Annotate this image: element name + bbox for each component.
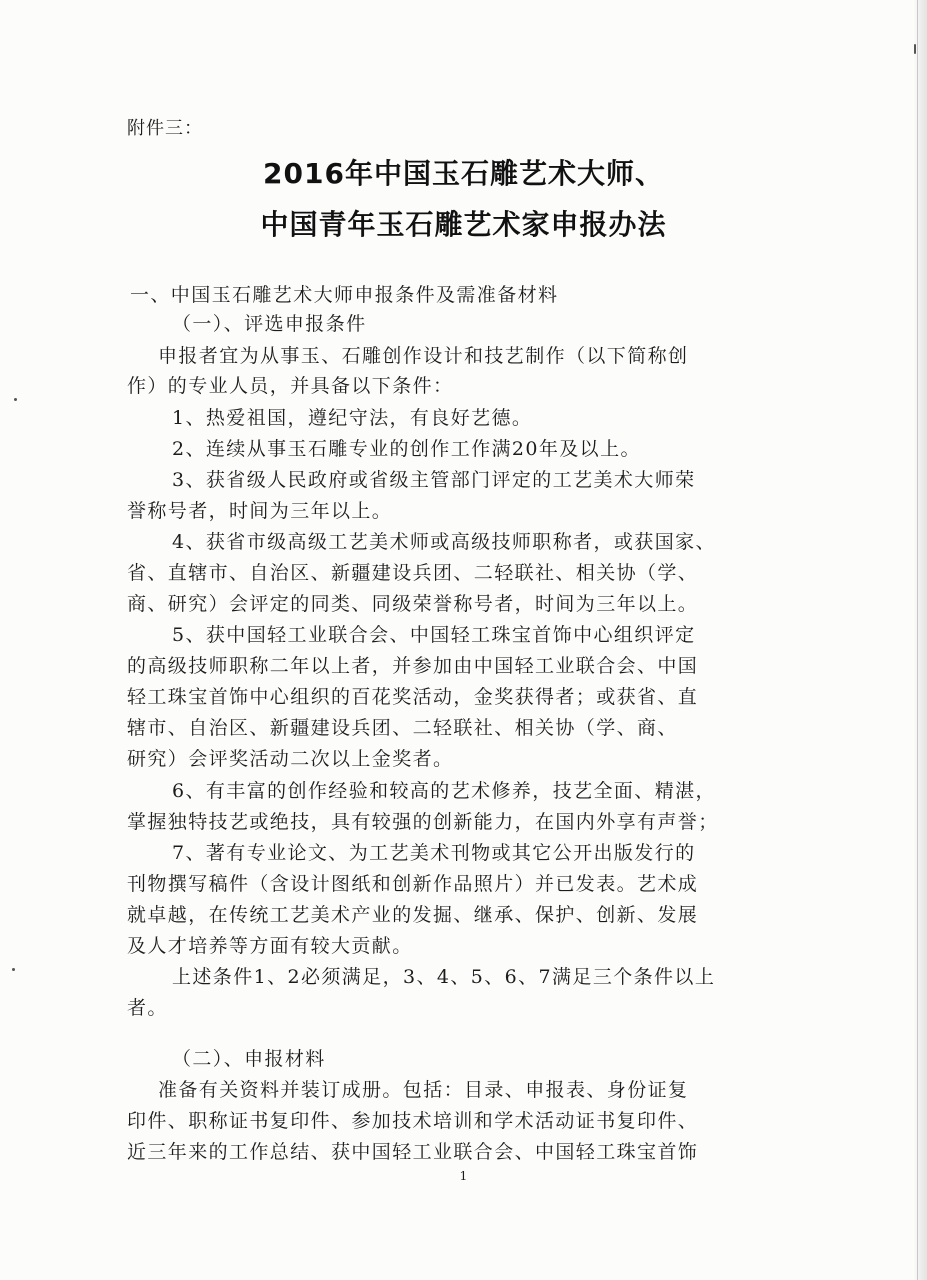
body-line: 商、研究）会评定的同类、同级荣誉称号者，时间为三年以上。: [127, 593, 699, 615]
subsection-heading-1: （一）、评选申报条件: [172, 313, 367, 335]
condition-3: 3、获省级人民政府或省级主管部门评定的工艺美术大师荣: [172, 469, 696, 491]
body-line: 就卓越，在传统工艺美术产业的发掘、继承、保护、创新、发展: [127, 904, 699, 926]
body-line: 研究）会评奖活动二次以上金奖者。: [127, 748, 454, 770]
scan-edge-shadow: [913, 0, 927, 1280]
body-line: 印件、职称证书复印件、参加技术培训和学术活动证书复印件、: [127, 1110, 699, 1132]
section-heading-1: 一、中国玉石雕艺术大师申报条件及需准备材料: [130, 284, 559, 306]
body-line: 者。: [127, 997, 168, 1019]
body-line: 刊物撰写稿件（含设计图纸和创新作品照片）并已发表。艺术成: [127, 873, 699, 895]
scan-speck: [14, 398, 17, 401]
condition-6: 6、有丰富的创作经验和较高的艺术修养，技艺全面、精湛，: [172, 780, 716, 802]
document-title-line-2: 中国青年玉石雕艺术家申报办法: [260, 208, 667, 241]
body-line: 及人才培养等方面有较大贡献。: [127, 935, 413, 957]
condition-7: 7、著有专业论文、为工艺美术刊物或其它公开出版发行的: [172, 842, 696, 864]
body-line: 的高级技师职称二年以上者，并参加由中国轻工业联合会、中国: [127, 655, 699, 677]
document-title-line-1: 2016年中国玉石雕艺术大师、: [263, 157, 664, 190]
body-line: 轻工珠宝首饰中心组织的百花奖活动，金奖获得者；或获省、直: [127, 686, 699, 708]
scan-speck: [12, 968, 15, 971]
body-line: 省、直辖市、自治区、新疆建设兵团、二轻联社、相关协（学、: [127, 562, 699, 584]
attachment-label: 附件三：: [127, 118, 203, 139]
body-line: 誉称号者，时间为三年以上。: [127, 500, 393, 522]
condition-5: 5、获中国轻工业联合会、中国轻工珠宝首饰中心组织评定: [172, 624, 696, 646]
subsection-heading-2: （二）、申报材料: [172, 1048, 326, 1070]
condition-4: 4、获省市级高级工艺美术师或高级技师职称者，或获国家、: [172, 531, 716, 553]
body-line: 申报者宜为从事玉、石雕创作设计和技艺制作（以下简称创: [158, 345, 689, 367]
body-line: 作）的专业人员，并具备以下条件：: [127, 375, 454, 397]
page-number: 1: [459, 1169, 468, 1183]
scan-speck: [914, 44, 916, 54]
conditions-summary: 上述条件1、2必须满足，3、4、5、6、7满足三个条件以上: [172, 966, 716, 988]
body-line: 近三年来的工作总结、获中国轻工业联合会、中国轻工珠宝首饰: [127, 1141, 699, 1163]
condition-1: 1、热爱祖国，遵纪守法，有良好艺德。: [172, 407, 533, 429]
body-line: 辖市、自治区、新疆建设兵团、二轻联社、相关协（学、商、: [127, 717, 678, 739]
scan-edge-line: [917, 0, 918, 1280]
body-line: 准备有关资料并装订成册。包括：目录、申报表、身份证复: [158, 1079, 689, 1101]
body-line: 掌握独特技艺或绝技，具有较强的创新能力，在国内外享有声誉；: [127, 811, 719, 833]
condition-2: 2、连续从事玉石雕专业的创作工作满20年及以上。: [172, 438, 641, 460]
